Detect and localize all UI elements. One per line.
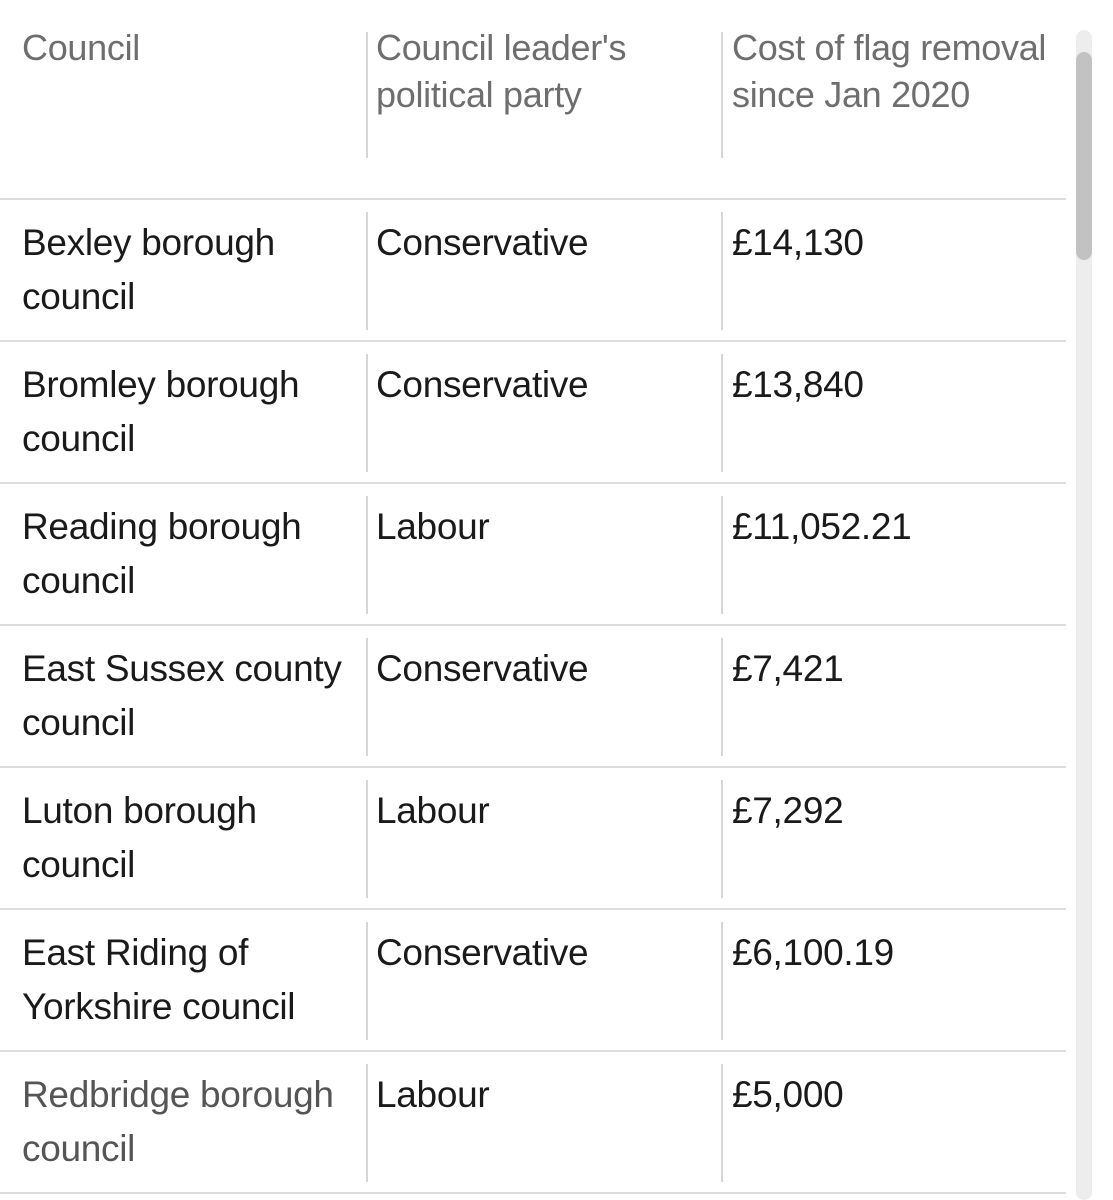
column-divider [721, 496, 723, 614]
column-divider [721, 212, 723, 330]
column-divider [366, 212, 368, 330]
party-name: Conservative [376, 932, 589, 973]
council-name: East Sussex county council [22, 648, 342, 743]
column-divider [721, 1064, 723, 1182]
party-name: Conservative [376, 364, 589, 405]
column-divider [721, 922, 723, 1040]
column-divider [366, 1064, 368, 1182]
party-name: Labour [376, 790, 490, 831]
council-name: Bexley borough council [22, 222, 275, 317]
table-row [0, 200, 1066, 342]
table-row [0, 768, 1066, 910]
party-name: Labour [376, 506, 490, 547]
cost-value: £7,421 [732, 648, 844, 689]
party-name: Conservative [376, 222, 589, 263]
table-row [0, 626, 1066, 768]
cost-value: £6,100.19 [732, 932, 894, 973]
table-row [0, 910, 1066, 1052]
column-divider [366, 32, 368, 158]
column-divider [366, 780, 368, 898]
column-divider [721, 32, 723, 158]
cost-value: £11,052.21 [732, 506, 912, 547]
column-divider [721, 354, 723, 472]
column-divider [366, 638, 368, 756]
council-name: Reading borough council [22, 506, 302, 601]
cost-value: £5,000 [732, 1074, 844, 1115]
cost-value: £7,292 [732, 790, 844, 831]
party-name: Conservative [376, 648, 589, 689]
vertical-scrollbar-thumb[interactable] [1076, 52, 1092, 260]
column-divider [366, 354, 368, 472]
table-row [0, 1052, 1066, 1194]
table-header-row [0, 0, 1066, 200]
cost-value: £14,130 [732, 222, 864, 263]
party-name: Labour [376, 1074, 490, 1115]
council-name: Luton borough council [22, 790, 257, 885]
header-council: Council [22, 27, 140, 68]
council-name: Bromley borough council [22, 364, 300, 459]
header-political-party: Council leader's political party [376, 27, 627, 115]
cost-value: £13,840 [732, 364, 864, 405]
column-divider [721, 638, 723, 756]
header-cost: Cost of flag removal since Jan 2020 [732, 27, 1047, 115]
table-row [0, 484, 1066, 626]
column-divider [366, 922, 368, 1040]
table-row [0, 342, 1066, 484]
council-name: Redbridge borough council [22, 1074, 334, 1169]
column-divider [366, 496, 368, 614]
council-name: East Riding of Yorkshire council [22, 932, 296, 1027]
column-divider [721, 780, 723, 898]
